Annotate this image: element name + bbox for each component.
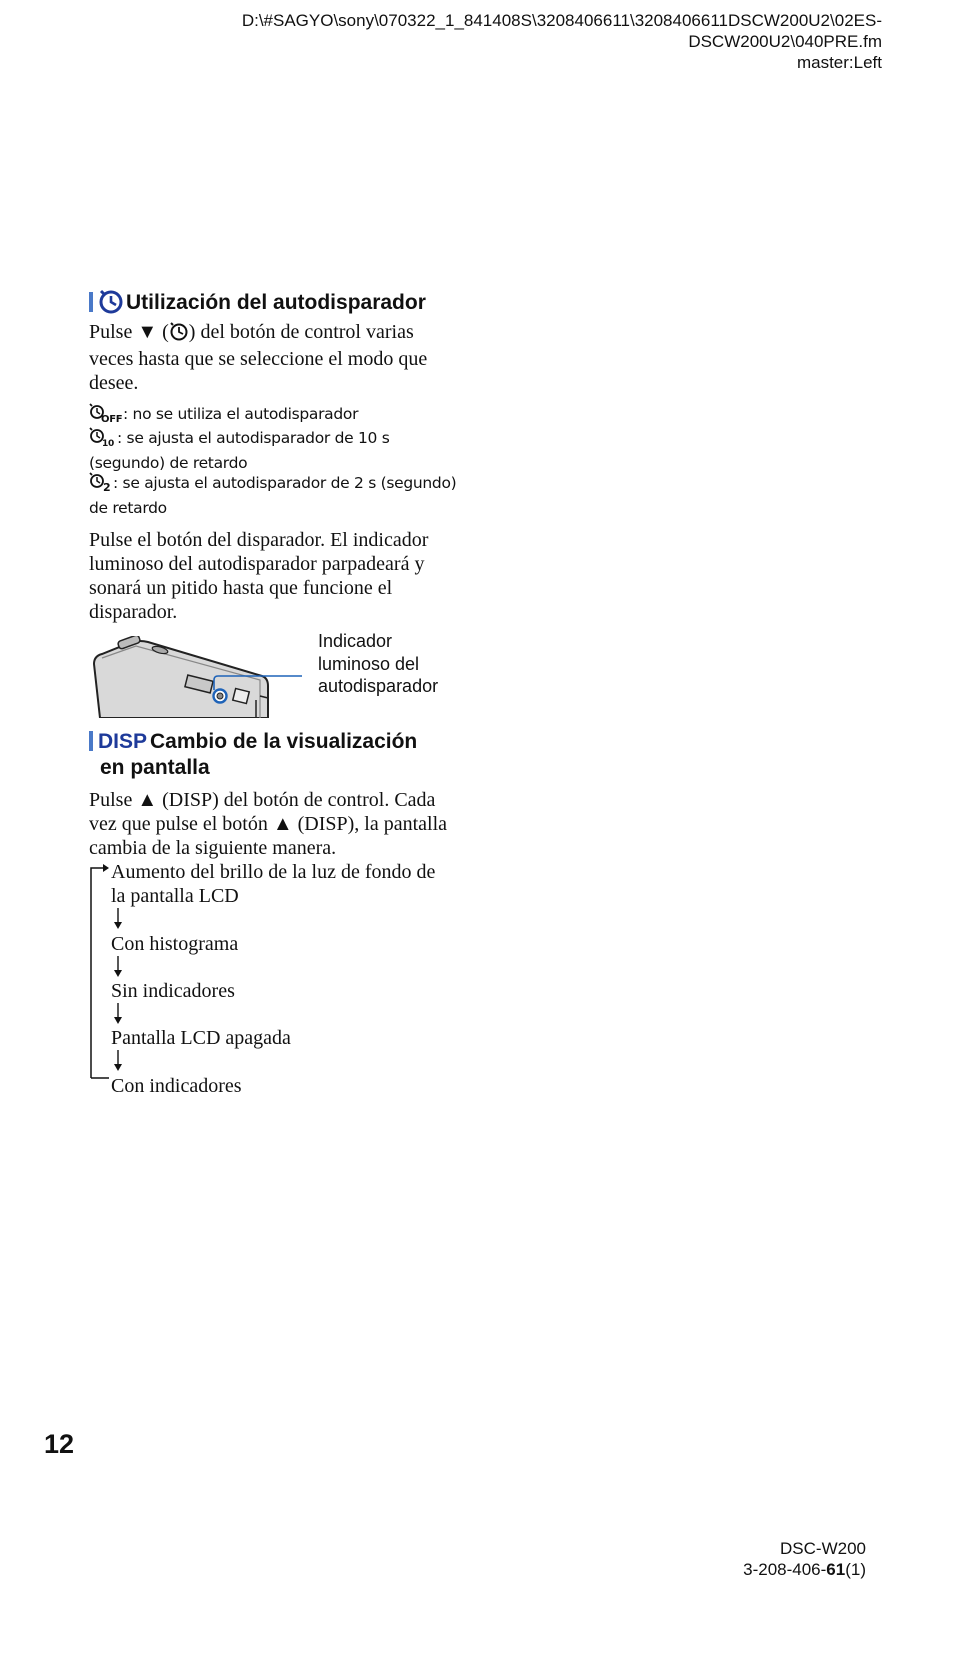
cycle-step: Aumento del brillo de la luz de fondo de la pantalla LCD — [111, 861, 436, 907]
document-code — [743, 1559, 866, 1580]
instruction-text: ) del botón de control varias veces hasta que se seleccione el modo que desee. — [89, 321, 428, 394]
section-title: Utilización del autodisparador — [126, 291, 426, 314]
section-title-line2: en pantalla — [100, 756, 210, 779]
section-marker — [89, 292, 93, 312]
code-bold: 61 — [826, 1560, 846, 1579]
page-number: 12 — [44, 1429, 75, 1459]
option-description: : no se utiliza el autodisparador — [123, 405, 359, 423]
option-description: : se ajusta el autodisparador de 2 s (segundo) de retardo — [89, 474, 457, 517]
code-prefix: 3-208-406- — [743, 1560, 827, 1579]
icon-suffix: 2 — [103, 481, 111, 492]
shutter-instructions: Pulse el botón del disparador. El indicador luminoso del autodisparador parpadeará y sonará un pitido hasta que funcione el disparador. — [89, 529, 429, 623]
file-path-header — [242, 10, 882, 73]
section-heading-display — [89, 729, 417, 781]
icon-suffix: OFF — [101, 414, 123, 423]
document-footer — [743, 1538, 866, 1580]
model-number: DSC-W200 — [780, 1539, 866, 1558]
self-timer-10s-icon — [89, 427, 117, 453]
cycle-step: Sin indicadores — [111, 980, 235, 1002]
file-path-line: D:\#SAGYO\sony\070322_1_841408S\3208406611\3208406611DSCW200U2\02ES- — [241, 11, 882, 30]
file-path-line: DSCW200U2\040PRE.fm — [688, 32, 882, 51]
cycle-step: Con indicadores — [111, 1075, 242, 1097]
disp-label: DISP — [98, 730, 148, 753]
down-arrow-icon — [112, 1050, 124, 1076]
option-timer-off — [89, 403, 469, 429]
down-arrow-icon — [112, 908, 124, 934]
section-title: Cambio de la visualización — [150, 730, 418, 753]
self-timer-icon — [98, 288, 124, 321]
self-timer-instructions — [89, 320, 459, 395]
callout-text: Indicador luminoso del autodisparador — [318, 631, 439, 696]
instruction-text: Pulse ▼ ( — [89, 321, 169, 343]
section-heading-self-timer — [89, 288, 426, 321]
section-marker — [89, 731, 93, 751]
self-timer-2s-icon — [89, 472, 113, 498]
option-timer-10s — [89, 427, 469, 474]
icon-suffix: 10 — [102, 439, 114, 447]
display-instructions: Pulse ▲ (DISP) del botón de control. Cada vez que pulse el botón ▲ (DISP), la pantalla cambia de la siguiente manera. — [89, 789, 448, 859]
camera-illustration — [92, 636, 322, 723]
self-timer-off-icon — [89, 403, 123, 429]
self-timer-icon — [169, 321, 189, 347]
code-suffix: (1) — [845, 1560, 866, 1579]
master-label: master:Left — [796, 53, 882, 72]
cycle-step: Con histograma — [111, 933, 239, 955]
option-description: : se ajusta el autodisparador de 10 s (segundo) de retardo — [89, 429, 390, 472]
option-timer-2s — [89, 472, 469, 519]
callout-label — [318, 630, 458, 698]
cycle-step: Pantalla LCD apagada — [111, 1027, 291, 1049]
